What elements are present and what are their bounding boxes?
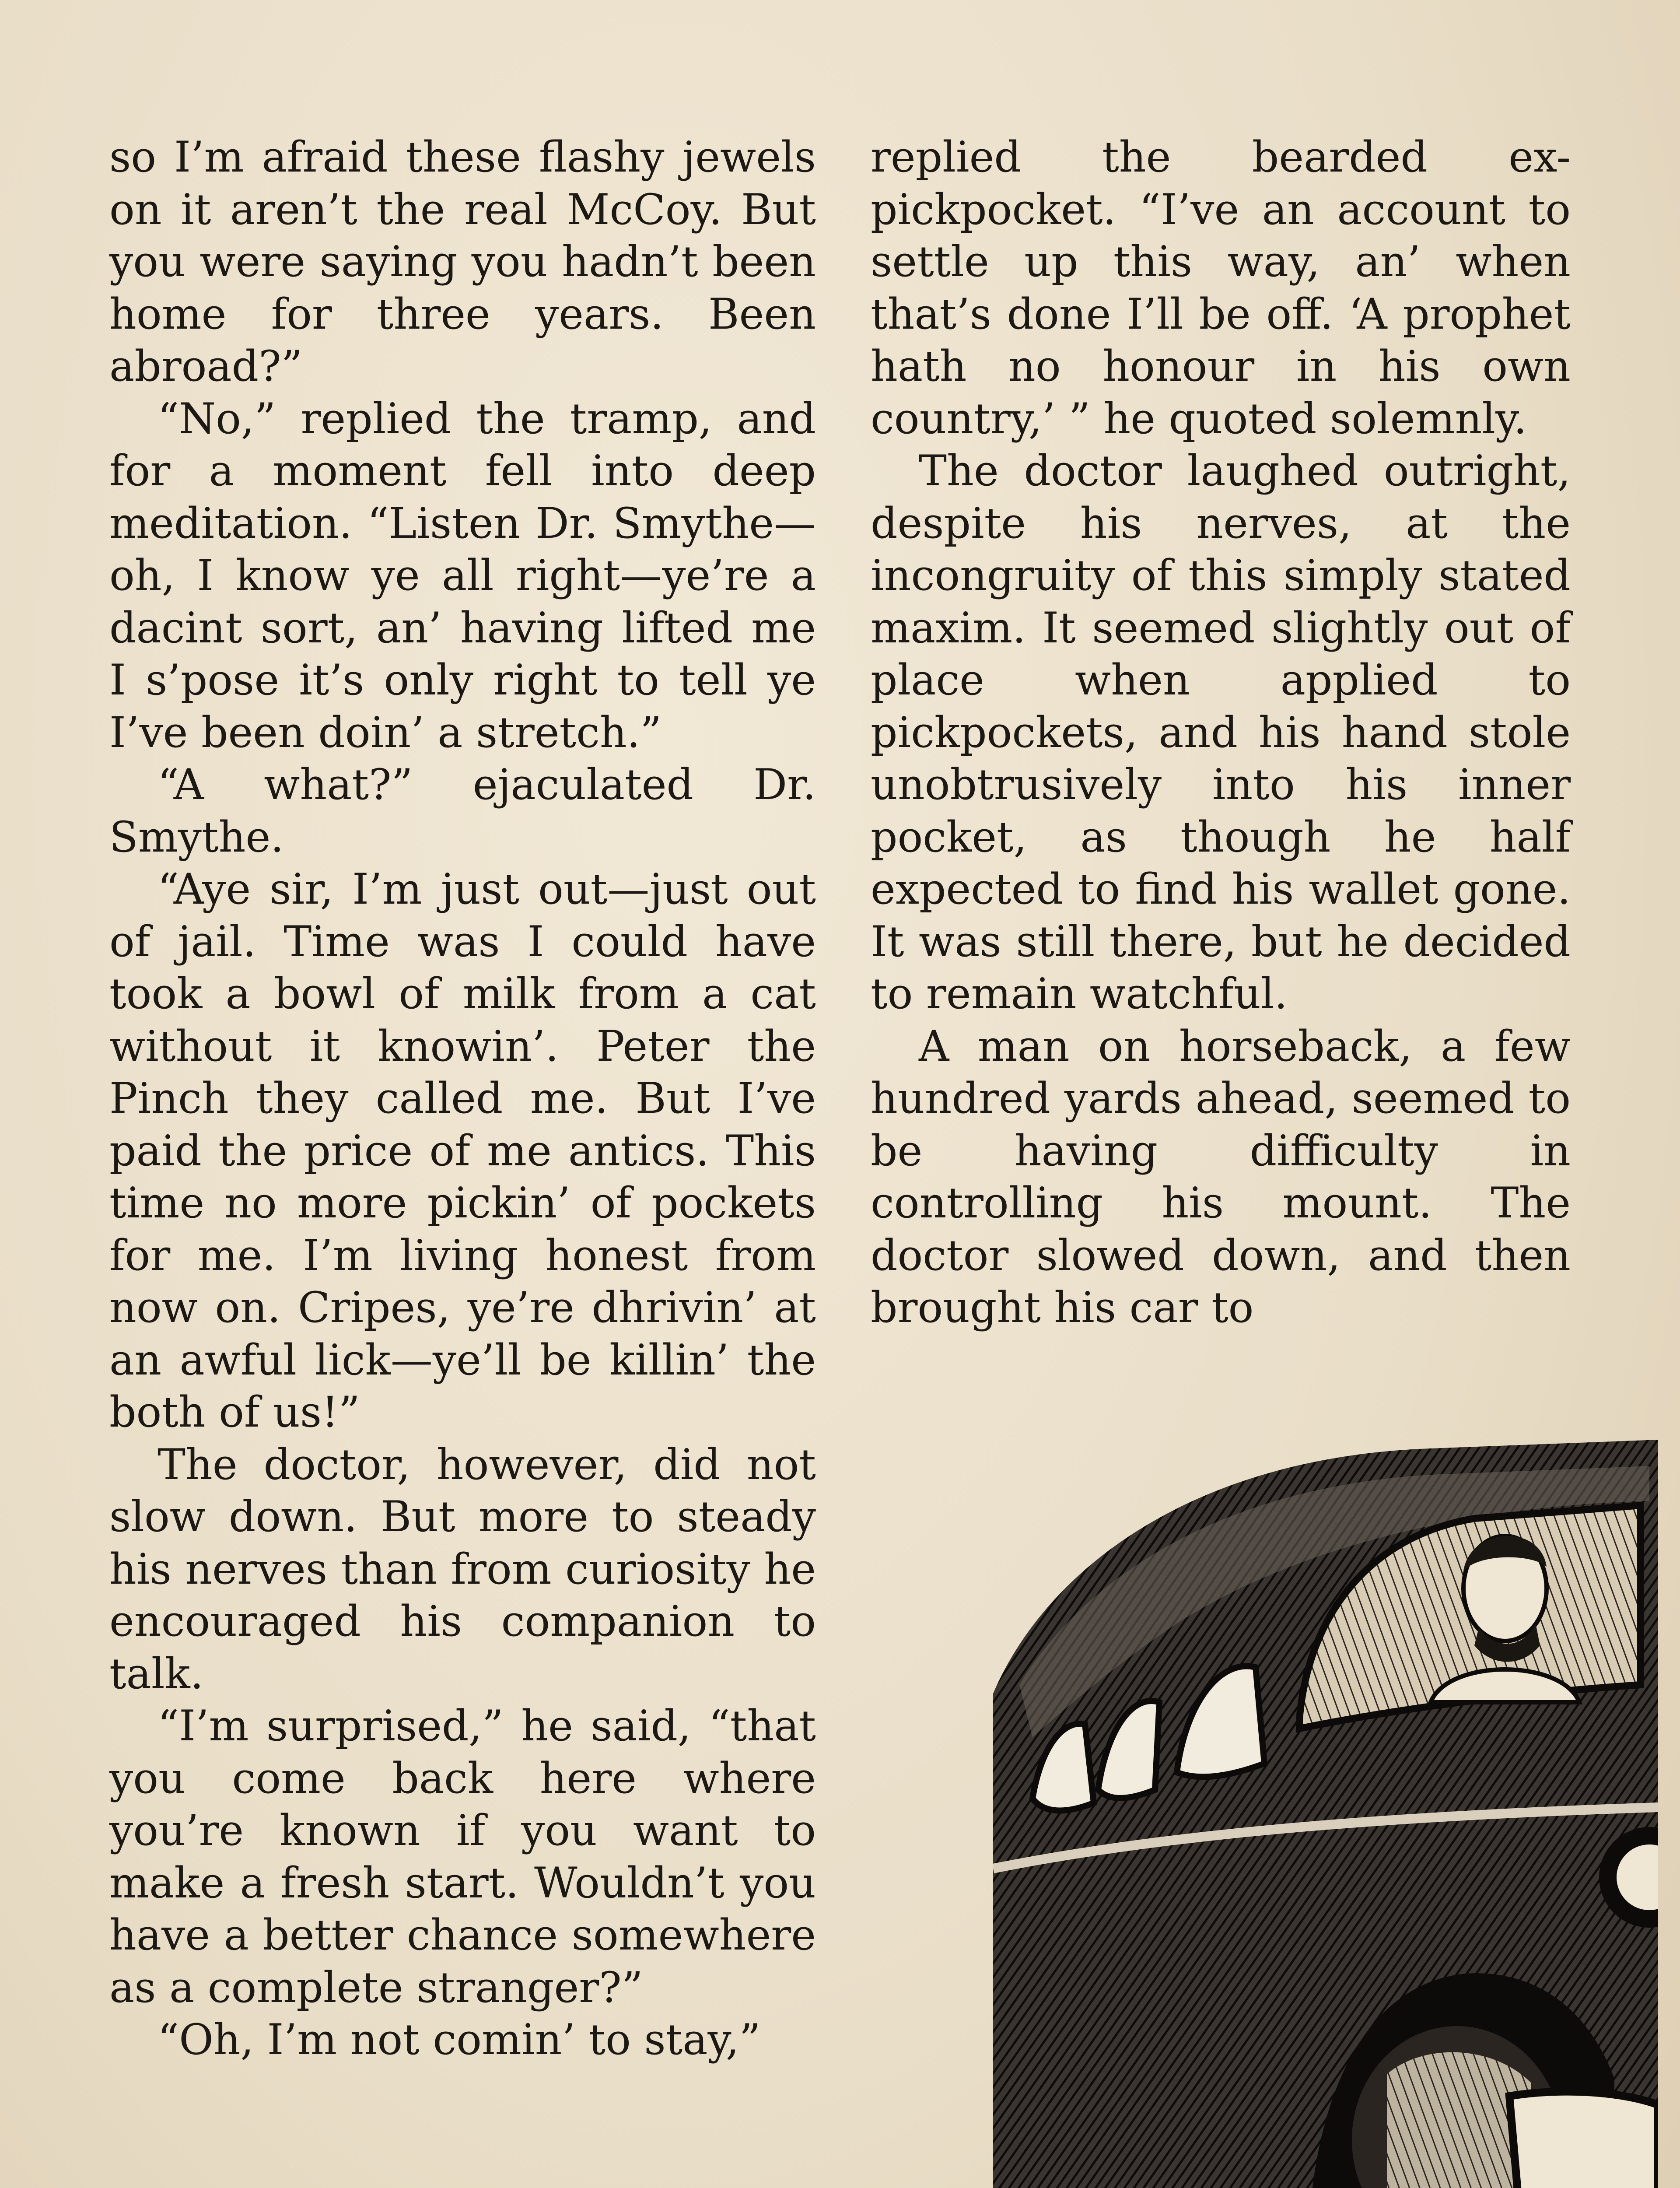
paragraph: “Oh, I’m not comin’ to stay,” <box>158 2015 761 2064</box>
paragraph: “I’m surprised,” he said, “that you come back here where you’re known if you want to make a fresh start. Wouldn’t you have a better chance somewhere as a complete stranger?” <box>109 1701 816 2012</box>
paragraph: A man on horseback, a few hundred yards ahead, seemed to be having difficulty in controlling his mount. The doctor slowed down, and then brought his car to <box>871 1021 1571 1332</box>
paragraph: The doctor laughed outright, despite his nerves, at the incongruity of this simply stated maxim. It seemed slightly out of place when applied to pickpockets, and his hand stole unobtrusively into his inner pocket, as though he half expected to find his wallet gone. It was still there, but he decided to remain watchful. <box>871 446 1571 1018</box>
paragraph: “Aye sir, I’m just out—just out of jail. Time was I could have took a bowl of milk from a cat without it knowin’. Peter the Pinch they called me. But I’ve paid the price of me antics. This time no more pickin’ of pockets for me. I’m living honest from now on. Cripes, ye’re dhrivin’ at an awful lick—ye’ll be killin’ the both of us!” <box>109 865 816 1437</box>
paragraph: “A what?” ejaculated Dr. Smythe. <box>109 760 816 862</box>
car-illustration <box>993 1440 1658 2188</box>
paragraph: The doctor, however, did not slow down. But more to steady his nerves than from curiosity he encouraged his companion to talk. <box>109 1440 816 1698</box>
paragraph: so I’m afraid these flashy jewels on it aren’t the real McCoy. But you were saying you hadn’t been home for three years. Been abroad?” <box>109 133 816 391</box>
left-text-column <box>109 131 816 2066</box>
paragraph: “No,” replied the tramp, and for a moment fell into deep meditation. “Listen Dr. Smythe—oh, I know ye all right—ye’re a dacint sort, an’ having lifted me I s’pose it’s only right to tell ye I’ve been doin’ a stretch.” <box>109 394 816 757</box>
right-text-column <box>871 131 1571 1334</box>
paragraph: replied the bearded ex-pickpocket. “I’ve an account to settle up this way, an’ when that’s done I’ll be off. ‘A prophet hath no honour in his own country,’ ” he quoted solemnly. <box>871 133 1571 443</box>
